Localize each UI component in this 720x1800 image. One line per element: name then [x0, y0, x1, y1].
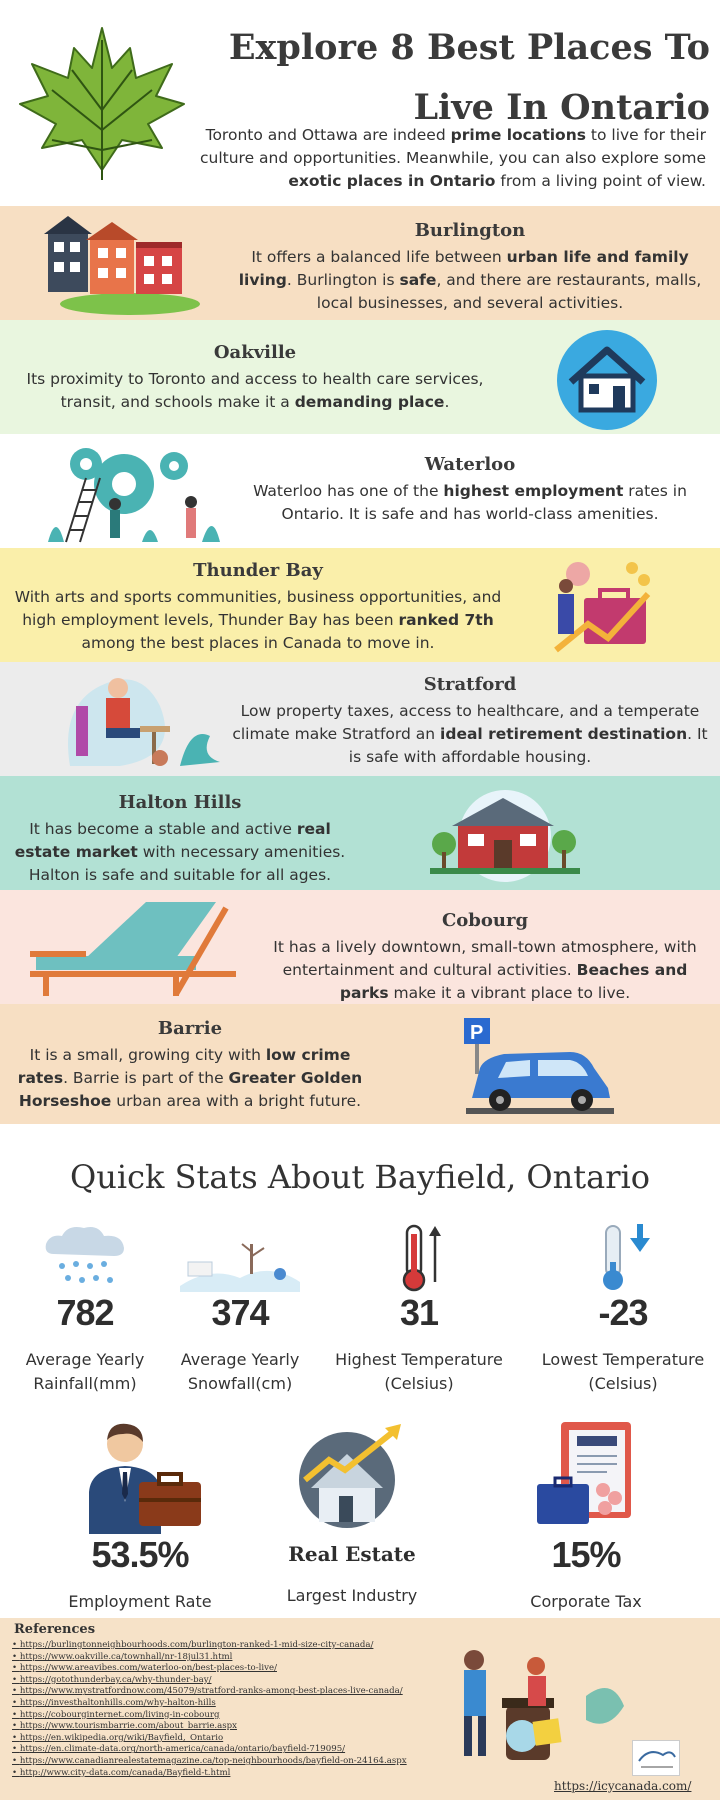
place-oakville	[0, 320, 720, 434]
stat-value: 53.5%	[91, 1534, 189, 1575]
stat-lowest-temp	[528, 1222, 718, 1396]
coffee-break-illustration-icon	[436, 1636, 626, 1776]
body-text: to live for their culture and opportunities. Meanwhile, you can also explore some	[200, 126, 706, 167]
place-description	[260, 936, 710, 1005]
stat-value: 782	[56, 1292, 114, 1333]
title-line-1: Explore 8 Best Places To	[228, 27, 710, 68]
icy-canada-logo-icon	[632, 1740, 680, 1776]
place-waterloo	[0, 434, 720, 548]
reference-link[interactable]: • https://burlingtonneighbourhoods.com/burlington-ranked-1-mid-size-city-canada/	[12, 1640, 452, 1652]
reference-link[interactable]: • http://www.city-data.com/canada/Bayfield-t.html	[12, 1768, 452, 1780]
place-title: Thunder Bay	[193, 560, 323, 581]
place-halton-hills	[0, 776, 720, 890]
townhouses-icon	[40, 212, 200, 316]
body-text: among the best places in Canada to move in.	[81, 634, 435, 652]
stat-label: Highest Temperature	[335, 1350, 503, 1369]
emphasis-text: ranked 7th	[398, 611, 494, 629]
tax-form-icon	[531, 1418, 641, 1534]
stat-label-unit: Snowfall(cm)	[187, 1374, 293, 1393]
intro-text	[196, 124, 706, 193]
body-text: make it a vibrant place to live.	[388, 984, 631, 1002]
body-text: Low property taxes, access to healthcare, and a temperate climate make Stratford an	[232, 702, 700, 743]
emphasis-text: prime locations	[450, 126, 586, 144]
stat-largest-industry	[252, 1418, 452, 1608]
house-chart-icon	[297, 1418, 407, 1534]
stat-value: -23	[598, 1292, 648, 1333]
place-cobourg	[0, 890, 720, 1004]
place-title: Halton Hills	[118, 792, 242, 813]
lounge-chair-icon	[26, 898, 246, 998]
stat-label: Largest Industry	[286, 1586, 418, 1605]
stat-label-unit: Rainfall(mm)	[33, 1374, 137, 1393]
references-list	[12, 1640, 452, 1779]
house-icon	[555, 328, 659, 432]
stat-label: Corporate Tax	[530, 1592, 642, 1611]
references-title: References	[14, 1622, 96, 1637]
reference-link[interactable]: • https://www.mystratfordnow.com/45079/stratford-ranks-among-best-places-live-canada/	[12, 1686, 452, 1698]
stat-value: 15%	[551, 1534, 621, 1575]
emphasis-text: ideal retirement destination	[440, 725, 688, 743]
place-description	[10, 1044, 370, 1113]
place-stratford	[0, 662, 720, 776]
thermometer-up-icon	[389, 1222, 449, 1292]
body-text: . Barrie is part of the	[63, 1069, 229, 1087]
stat-corporate-tax	[486, 1418, 686, 1614]
parked-car-icon	[460, 1018, 620, 1118]
place-title: Burlington	[414, 220, 526, 241]
site-link[interactable]: https://icycanada.com/	[554, 1779, 692, 1793]
body-text: With arts and sports communities, business opportunities, and high employment levels, Thunder Bay has been	[14, 588, 502, 629]
body-text: from a living point of view.	[495, 172, 706, 190]
stat-label-unit: (Celsius)	[588, 1374, 658, 1393]
place-burlington	[0, 206, 720, 320]
reference-link[interactable]: • https://cobourginternet.com/living-in-cobourg	[12, 1710, 452, 1722]
svg-text:P: P	[470, 1022, 484, 1044]
emphasis-text: Beaches and parks	[339, 961, 688, 1002]
place-title: Stratford	[423, 674, 517, 695]
body-text: It has a lively downtown, small-town atmosphere, with entertainment and cultural activities.	[273, 938, 697, 979]
stat-value: 374	[211, 1292, 269, 1333]
businessman-icon	[75, 1418, 205, 1534]
place-title: Cobourg	[441, 910, 529, 931]
stat-snowfall	[160, 1222, 320, 1396]
thermometer-down-icon	[588, 1222, 658, 1292]
body-text: It offers a balanced life between	[251, 248, 507, 266]
red-house-icon	[430, 784, 580, 884]
body-text: Waterloo has one of the	[253, 482, 444, 500]
emphasis-text: demanding place	[294, 393, 445, 411]
snow-landscape-icon	[180, 1222, 300, 1292]
emphasis-text: exotic places in Ontario	[288, 172, 496, 190]
stat-rainfall	[0, 1222, 170, 1396]
stat-label: Average Yearly	[25, 1350, 145, 1369]
stat-employment	[40, 1418, 240, 1614]
reference-link[interactable]: • https://en.climate-data.org/north-america/canada/ontario/bayfield-719095/	[12, 1744, 452, 1756]
title-line-2: Live In Ontario	[413, 87, 710, 128]
place-title: Waterloo	[424, 454, 516, 475]
place-description	[240, 480, 700, 526]
stat-label: Lowest Temperature	[541, 1350, 705, 1369]
body-text: Its proximity to Toronto and access to health care services, transit, and schools make it a	[26, 370, 484, 411]
emphasis-text: low crime rates	[17, 1046, 351, 1087]
business-growth-icon	[548, 554, 664, 658]
emphasis-text: Greater Golden Horseshoe	[18, 1069, 363, 1110]
stat-highest-temp	[324, 1222, 514, 1396]
place-description	[10, 818, 350, 887]
body-text: with necessary amenities. Halton is safe and suitable for all ages.	[28, 843, 346, 884]
reference-link[interactable]: • https://en.wikipedia.org/wiki/Bayfield,_Ontario	[12, 1733, 452, 1745]
place-description	[230, 700, 710, 769]
body-text: . It is safe with affordable housing.	[348, 725, 708, 766]
body-text: It is a small, growing city with	[29, 1046, 266, 1064]
reference-link[interactable]: • https://www.tourismbarrie.com/about_barrie.aspx	[12, 1721, 452, 1733]
maple-leaf-icon	[12, 20, 192, 190]
emphasis-text: safe	[399, 271, 437, 289]
stat-label: Average Yearly	[180, 1350, 300, 1369]
reference-link[interactable]: • https://gotothunderbay.ca/why-thunder-bay/	[12, 1675, 452, 1687]
body-text: .	[444, 393, 450, 411]
body-text: Toronto and Ottawa are indeed	[205, 126, 451, 144]
reference-link[interactable]: • https://investhaltonhills.com/why-halton-hills	[12, 1698, 452, 1710]
stat-label: Employment Rate	[68, 1592, 212, 1611]
gears-teamwork-icon	[46, 442, 222, 546]
emphasis-text: real estate market	[14, 820, 331, 861]
place-description	[230, 246, 710, 315]
place-thunder-bay	[0, 548, 720, 662]
reference-link[interactable]: • https://www.areavibes.com/waterloo-on/best-places-to-live/	[12, 1663, 452, 1675]
retired-woman-icon	[60, 666, 220, 774]
body-text: urban area with a bright future.	[111, 1092, 362, 1110]
body-text: . Burlington is	[286, 271, 400, 289]
place-title: Barrie	[157, 1018, 223, 1039]
page-title	[220, 18, 710, 138]
header	[0, 0, 720, 206]
stat-value: Real Estate	[288, 1542, 416, 1566]
place-title: Oakville	[213, 342, 297, 363]
body-text: , and there are restaurants, malls, local businesses, and several activities.	[316, 271, 702, 312]
reference-link[interactable]: • https://www.oakville.ca/townhall/nr-18jul31.html	[12, 1652, 452, 1664]
place-description	[8, 586, 508, 655]
references-section	[0, 1618, 720, 1800]
stats-title: Quick Stats About Bayfield, Ontario	[70, 1158, 650, 1196]
stat-label-unit: (Celsius)	[384, 1374, 454, 1393]
emphasis-text: urban life and family living	[238, 248, 689, 289]
stat-value: 31	[399, 1292, 439, 1333]
body-text: It has become a stable and active	[29, 820, 297, 838]
emphasis-text: highest employment	[443, 482, 624, 500]
rain-cloud-icon	[40, 1222, 130, 1292]
reference-link[interactable]: • https://www.canadianrealestatemagazine.ca/top-neighbourhoods/bayfield-on-24164.aspx	[12, 1756, 452, 1768]
place-description	[10, 368, 500, 414]
place-barrie	[0, 1004, 720, 1124]
body-text: rates in Ontario. It is safe and has world-class amenities.	[281, 482, 687, 523]
